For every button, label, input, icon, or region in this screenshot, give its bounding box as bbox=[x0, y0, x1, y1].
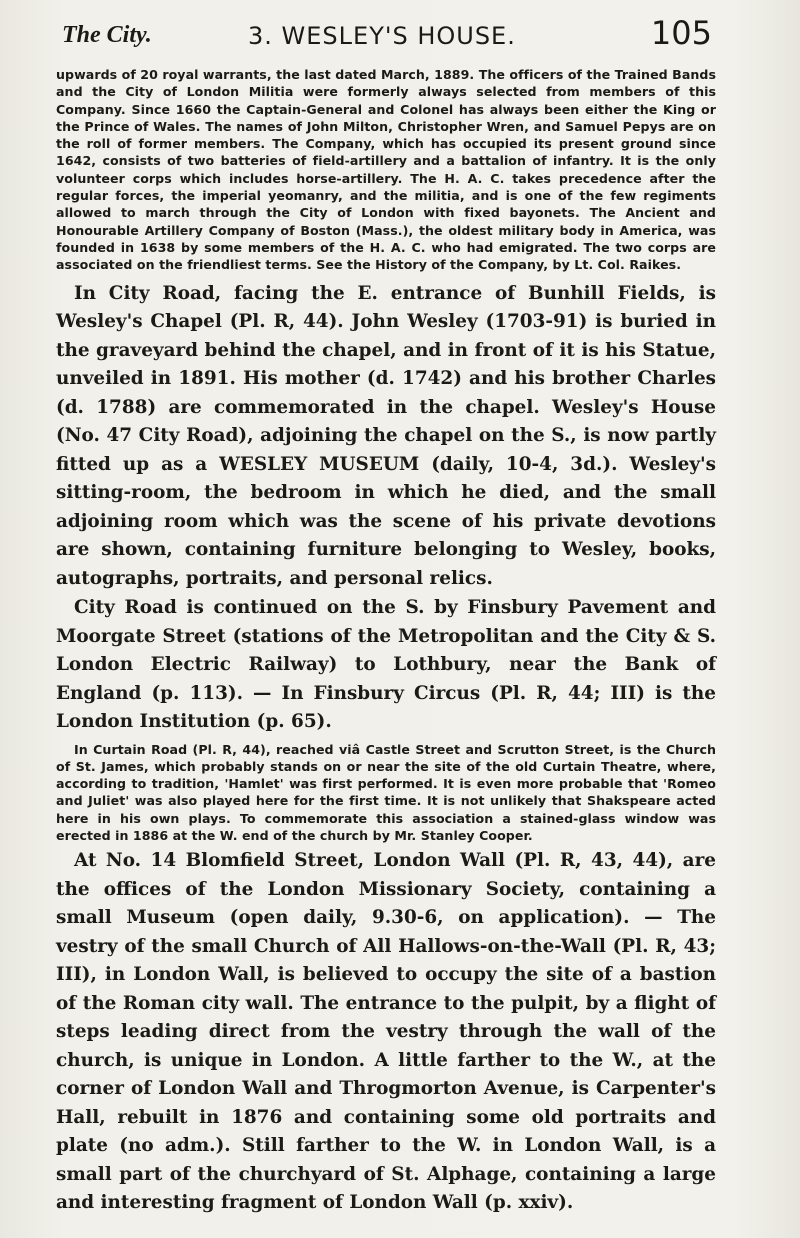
paragraph-curtain-road: In Curtain Road (Pl. R, 44), reached viâ Castle Street and Scrutton Street, is the Church of St. James, which probably stands on or near the site of the old Curtain Theatre, where, according to tradition, 'Hamlet' was first performed. It is even more probable that 'Romeo and Juliet' was also played here for the first time. It is not unlikely that Shakspeare acted here in his own plays. To commemorate this association a stained-glass window was erected in 1886 at the W. end of the church by Mr. Stanley Cooper. bbox=[56, 741, 716, 844]
paragraph-hac-history: upwards of 20 royal warrants, the last dated March, 1889. The officers of the Trained Bands and the City of London Militia were formerly always selected from members of this Company. Since 1660 the Captain-General and Colonel has always been either the King or the Prince of Wales. The names of John Milton, Christopher Wren, and Samuel Pepys are on the roll of former members. The Company, which has occupied its present ground since 1642, consists of two batteries of field-artillery and a battalion of infantry. It is the only volunteer corps which includes horse-artillery. The H. A. C. takes precedence after the regular forces, the imperial yeomanry, and the militia, and is one of the few regiments allowed to march through the City of London with fixed bayonets. The Ancient and Honourable Artillery Company of Boston (Mass.), the oldest military body in America, was founded in 1638 by some members of the H. A. C. who had emigrated. The two corps are associated on the friendliest terms. See the History of the Company, by Lt. Col. Raikes. bbox=[56, 67, 716, 273]
header-section-title: The City. bbox=[62, 22, 152, 48]
paragraph-city-road: City Road is continued on the S. by Finsbury Pavement and Moorgate Street (stations of the Metropolitan and the City & S. London Electric Railway) to Lothbury, near the Bank of England (p. 113). — In Finsbury Circus (Pl. R, 44; III) is the London Institution (p. 65). bbox=[56, 597, 716, 733]
paragraph-wesleys-chapel: In City Road, facing the E. entrance of Bunhill Fields, is Wesley's Chapel (Pl. R, 44). John Wesley (1703-91) is buried in the graveyard behind the chapel, and in front of it is his Statue, unveiled in 1891. His mother (d. 1742) and his brother Charles (d. 1788) are commemorated in the chapel. Wesley's House (No. 47 City Road), adjoining the chapel on the S., is now partly fitted up as a WESLEY MUSEUM (daily, 10-4, 3d.). Wesley's sitting-room, the bedroom in which he died, and the small adjoining room which was the scene of his private devotions are shown, containing furniture belonging to Wesley, books, autographs, portraits, and personal relics. bbox=[56, 282, 716, 589]
paragraph-london-wall: At No. 14 Blomfield Street, London Wall (Pl. R, 43, 44), are the offices of the London Missionary Society, containing a small Museum (open daily, 9.30-6, on application). — The vestry of the small Church of All Hallows-on-the-Wall (Pl. R, 43; III), in London Wall, is believed to occupy the site of a bastion of the Roman city wall. The entrance to the pulpit, by a flight of steps leading direct from the vestry through the wall of the church, is unique in London. A little farther to the W., at the corner of London Wall and Throgmorton Avenue, is Carpenter's Hall, rebuilt in 1876 and containing some old portraits and plate (no adm.). Still farther to the W. in London Wall, is a small part of the churchyard of St. Alphage, containing a large and interesting fragment of London Wall (p. xxiv). bbox=[56, 850, 716, 1214]
page-body bbox=[56, 66, 716, 1218]
running-header bbox=[62, 14, 712, 54]
page-number: 105 bbox=[650, 14, 712, 52]
header-chapter-title: 3. WESLEY'S HOUSE. bbox=[248, 22, 516, 50]
